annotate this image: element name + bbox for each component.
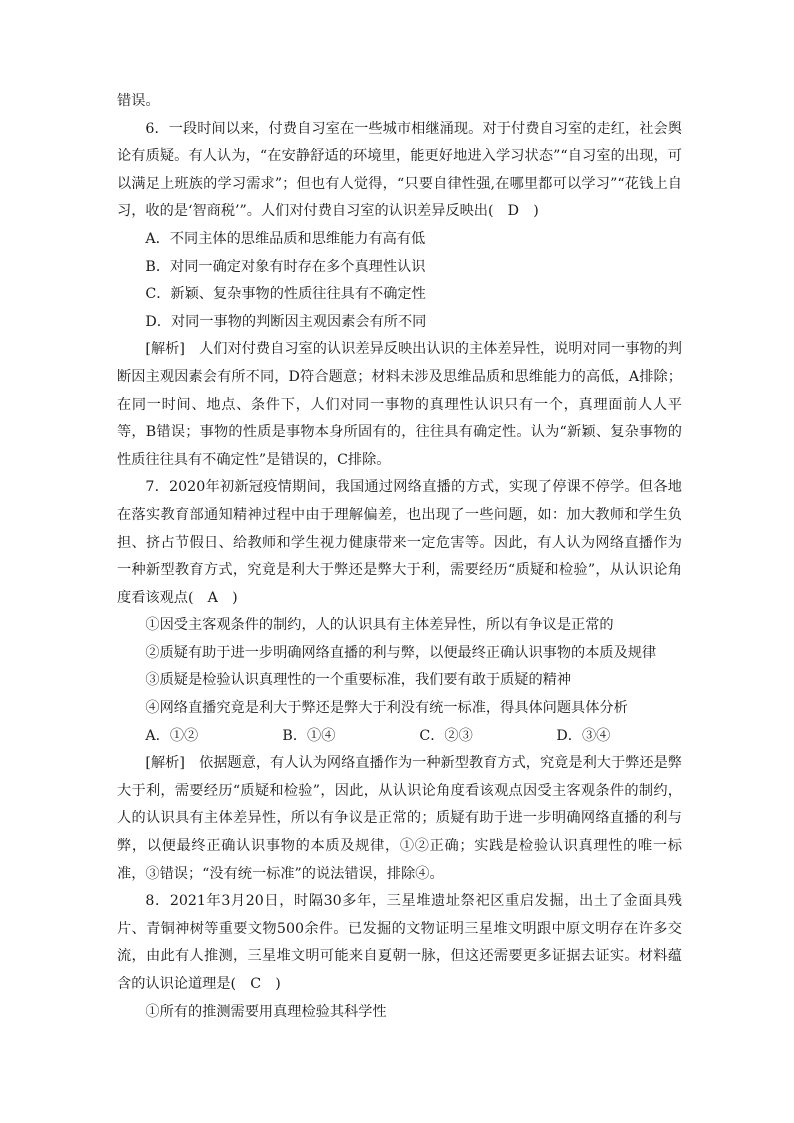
- q7-choice-c: C．②③: [419, 727, 473, 744]
- question-7-stem: 7．2020年初新冠疫情期间，我国通过网络直播的方式，实现了停课不停学。但各地在落实教育部通知精神过程中由于理解偏差，也出现了一些问题，如：加大教师和学生负担、挤占节假日、给教师和学生视力健康带来一定危害等。因此，有人认为网络直播作为一种新型教育方式，究竟是利大于弊还是弊大于利，需要经历“质疑和检验”，从认识论角度看该观点( A ): [117, 479, 682, 606]
- q7-choice-d: D．③④: [556, 727, 611, 744]
- document-page: [117, 88, 682, 1026]
- lead-text: 错误。: [117, 93, 160, 109]
- q6-option-d: D．对同一事物的判断因主观因素会有所不同: [145, 313, 427, 330]
- q7-choice-b: B．①④: [282, 727, 336, 744]
- question-7-analysis: [解析] 依据题意，有人认为网络直播作为一种新型教育方式，究竟是利大于弊还是弊大于利，需要经历“质疑和检验”，因此，从认识论角度看该观点因受主客观条件的制约，人的认识具有主体差异性，所以有争议是正常的；质疑有助于进一步明确网络直播的利与弊，以便最终正确认识事物的本质及规律，①②正确；实践是检验认识真理性的唯一标准，③错误；“没有统一标准”的说法错误，排除④。: [117, 755, 682, 882]
- question-8-stem: 8．2021年3月20日，时隔30多年，三星堆遗址祭祀区重启发掘，出土了金面具残片、青铜神树等重要文物500余件。已发掘的文物证明三星堆文明跟中原文明存在许多交流，由此有人推测，三星堆文明可能来自夏朝一脉，但这还需要更多证据去证实。材料蕴含的认识论道理是( C ): [117, 893, 682, 992]
- q7-item-3: ③质疑是检验认识真理性的一个重要标准，我们要有敢于质疑的精神: [145, 672, 572, 689]
- q6-option-a: A．不同主体的思维品质和思维能力有高有低: [145, 230, 426, 247]
- q7-item-2: ②质疑有助于进一步明确网络直播的利与弊，以便最终正确认识事物的本质及规律: [145, 644, 657, 661]
- q6-option-b: B．对同一确定对象有时存在多个真理性认识: [145, 258, 426, 275]
- question-6-analysis: [解析] 人们对付费自习室的认识差异反映出认识的主体差异性，说明对同一事物的判断因主观因素会有所不同，D符合题意；材料未涉及思维品质和思维能力的高低，A排除；在同一时间、地点、条件下，人们对同一事物的真理性认识只有一个，真理面前人人平等，B错误；事物的性质是事物本身所固有的，往往具有确定性。认为“新颖、复杂事物的性质往往具有不确定性”是错误的，C排除。: [117, 341, 682, 468]
- q6-option-c: C．新颖、复杂事物的性质往往具有不确定性: [145, 286, 426, 303]
- q8-item-1: ①所有的推测需要用真理检验其科学性: [145, 1003, 387, 1020]
- q7-item-4: ④网络直播究竟是利大于弊还是弊大于利没有统一标准，得具体问题具体分析: [145, 700, 628, 717]
- question-6-stem: 6．一段时间以来，付费自习室在一些城市相继涌现。对于付费自习室的走红，社会舆论有质疑。有人认为，“在安静舒适的环境里，能更好地进入学习状态”“自习室的出现，可以满足上班族的学习需求”；但也有人觉得，“只要自律性强,在哪里都可以学习”“花钱上自习，收的是‘智商税’”。人们对付费自习室的认识差异反映出( D ): [117, 120, 682, 220]
- q7-choices: [117, 723, 682, 751]
- q7-choice-a: A．①②: [145, 727, 199, 744]
- q7-item-1: ①因受主客观条件的制约，人的认识具有主体差异性，所以有争议是正常的: [145, 617, 614, 634]
